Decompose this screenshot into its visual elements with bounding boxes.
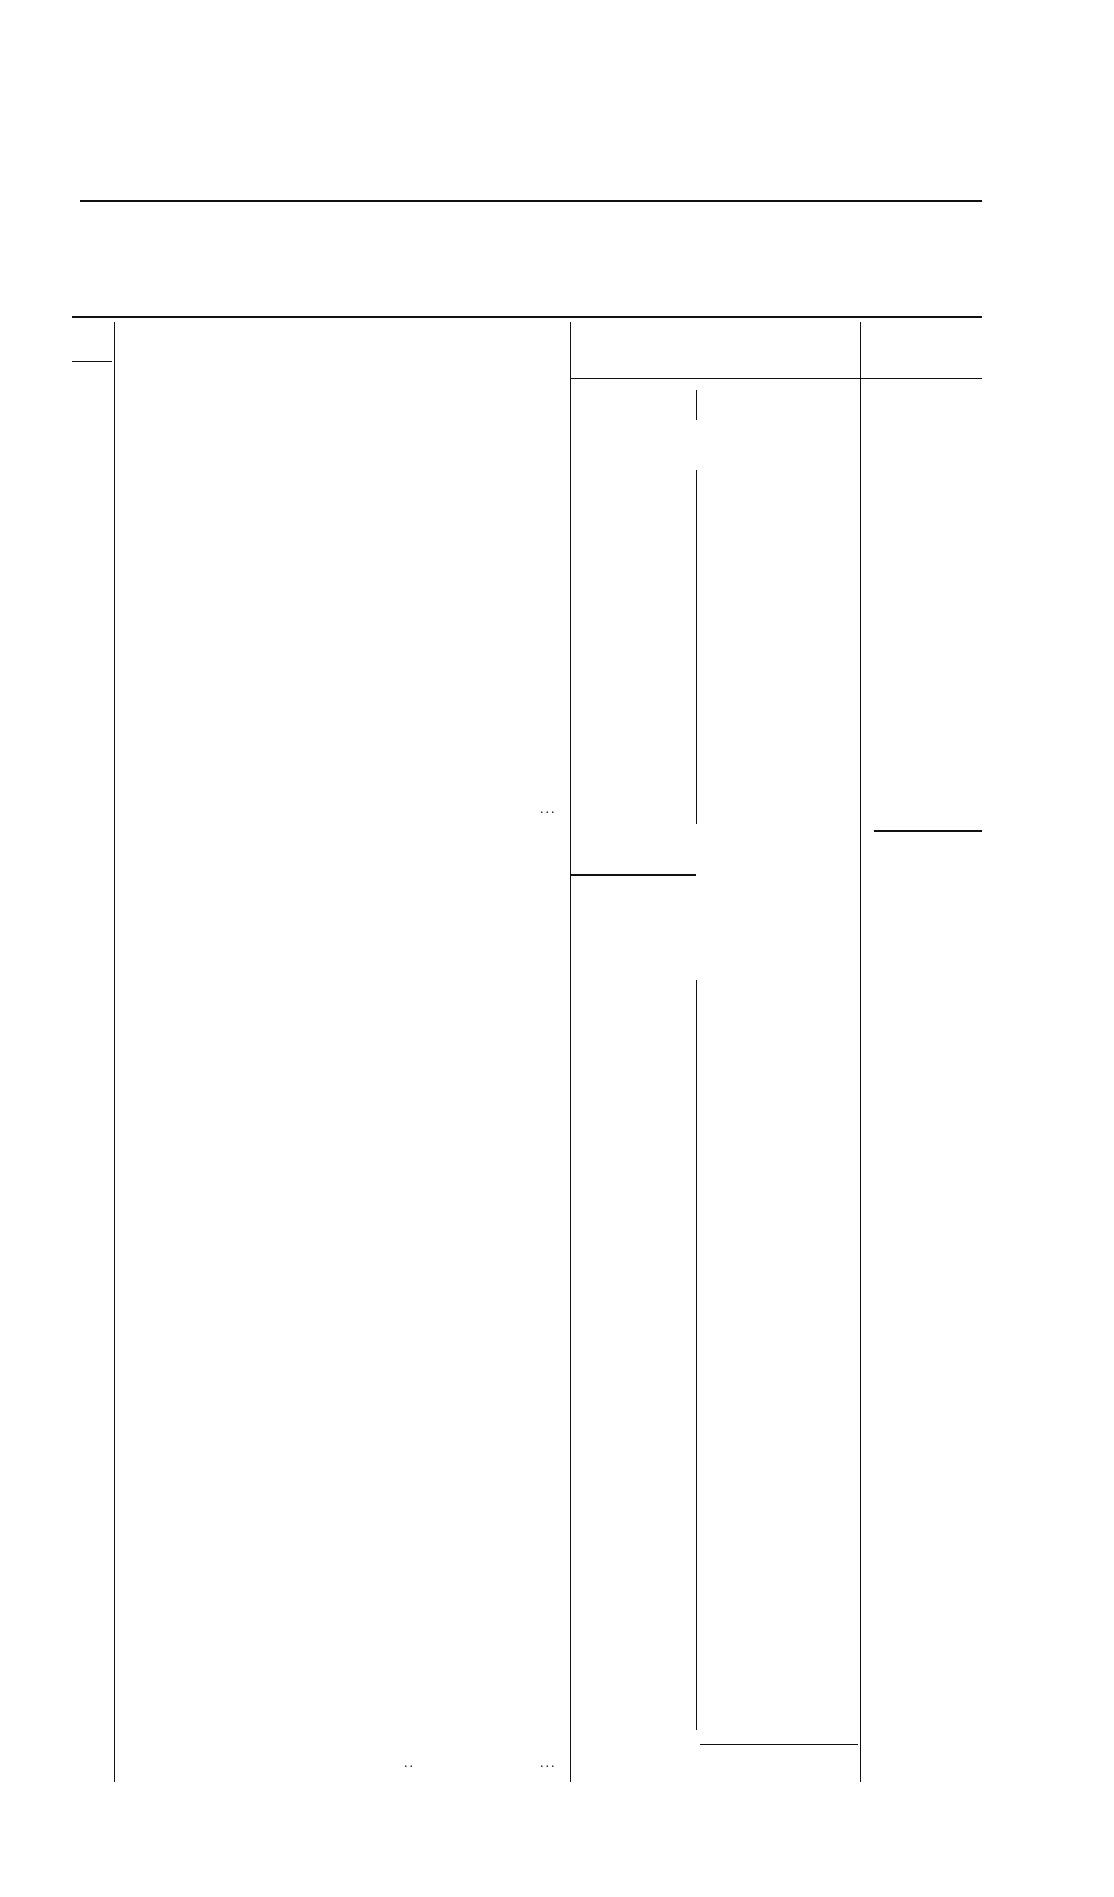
- judicial-section-end-rule: [570, 874, 696, 876]
- carried-forward-dots-2: ...: [540, 1756, 557, 1771]
- postal-subtotal-divider: [696, 980, 697, 1730]
- prior-year-header-rule: [860, 378, 982, 379]
- item-column-divider: [114, 322, 115, 1782]
- judicial-total-dots: ...: [540, 802, 557, 817]
- carried-forward-rule: [700, 1744, 858, 1745]
- item-header-rule: [72, 361, 112, 362]
- header-rule: [80, 200, 982, 202]
- judicial-total-rule: [874, 830, 982, 832]
- table-top-rule: [72, 316, 982, 318]
- current-year-left-divider: [570, 322, 571, 1782]
- current-year-header-rule: [570, 378, 860, 379]
- unit-divider-1: [696, 390, 697, 420]
- judicial-total-divider: [696, 790, 697, 824]
- prior-year-left-divider: [860, 322, 861, 1782]
- carried-forward-dots-1: ..: [404, 1756, 415, 1771]
- judicial-subtotal-divider: [696, 470, 697, 790]
